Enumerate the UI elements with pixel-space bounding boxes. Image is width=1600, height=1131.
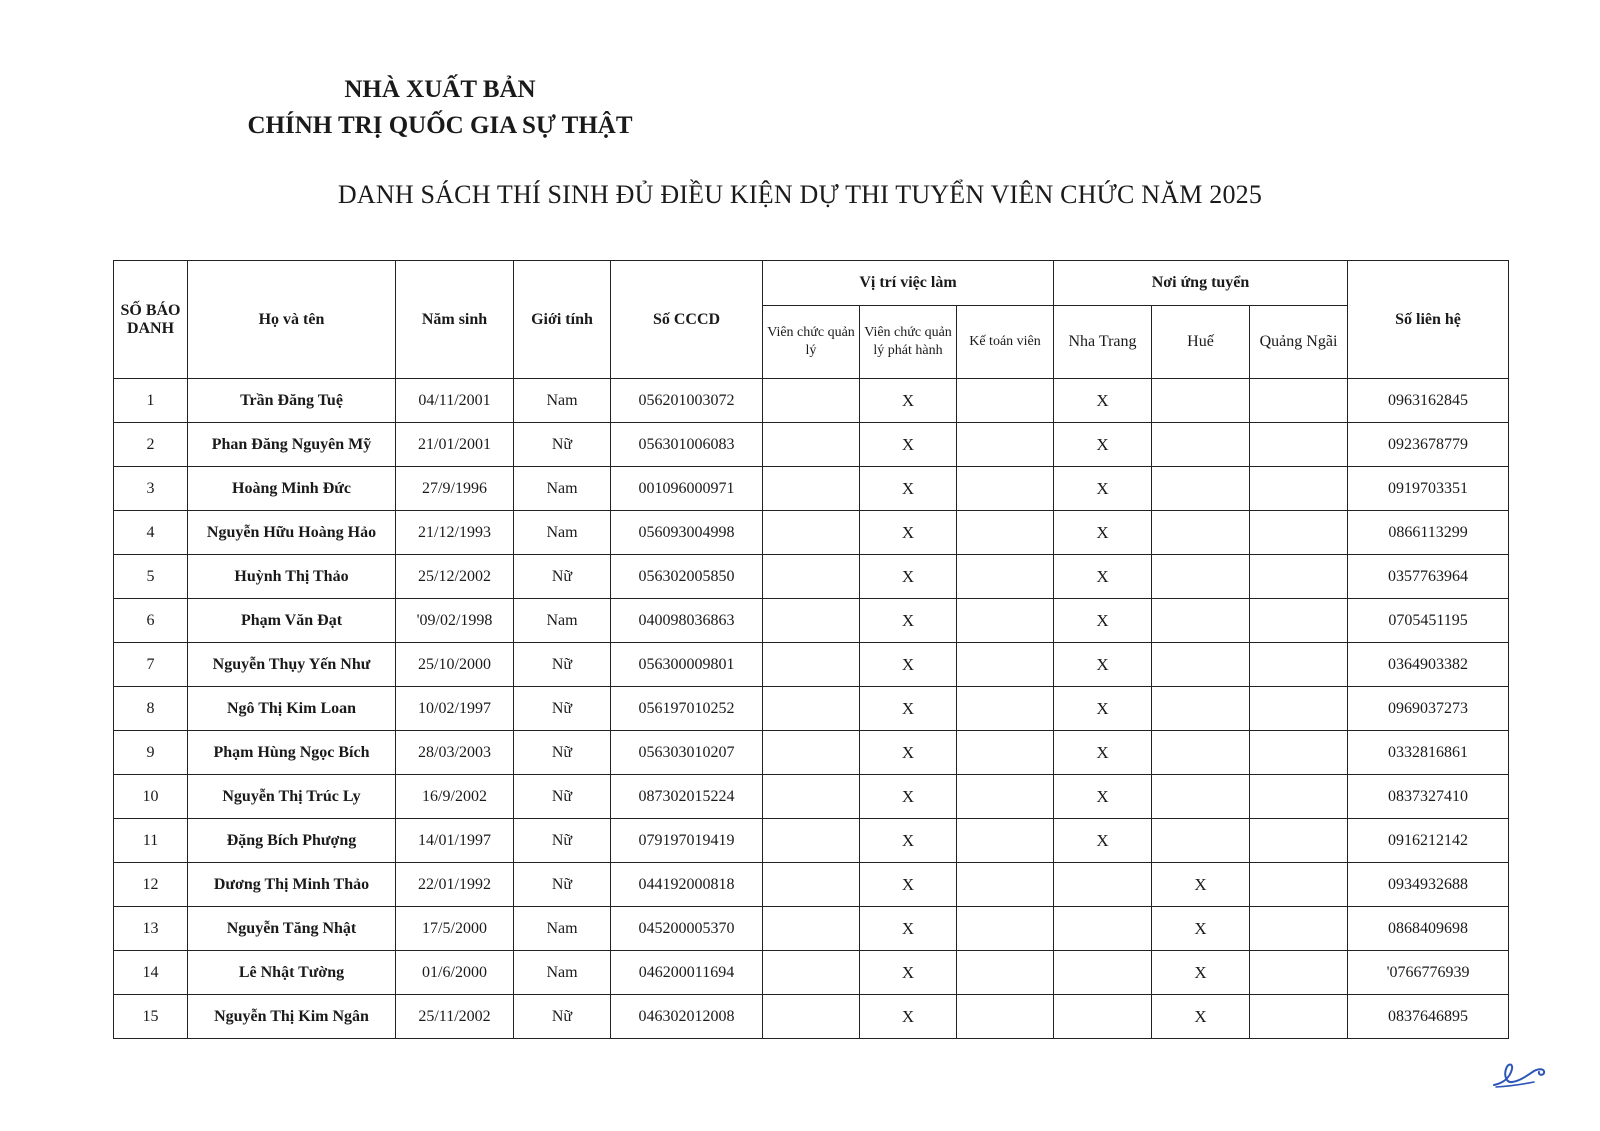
row-name-cell: Nguyễn Thị Kim Ngân (188, 995, 396, 1039)
row-phone-cell: 0357763964 (1348, 555, 1509, 599)
row-loc-hue-mark (1152, 467, 1250, 511)
table-row (114, 379, 1509, 423)
row-pos-manager-mark (763, 907, 860, 951)
row-pos-distribution-manager-mark: X (860, 775, 957, 819)
row-gender-cell: Nữ (514, 423, 611, 467)
row-gender-cell: Nam (514, 511, 611, 555)
row-loc-nha-trang-mark (1054, 907, 1152, 951)
row-sbd-cell: 2 (114, 423, 188, 467)
row-sbd-cell: 5 (114, 555, 188, 599)
row-pos-accountant-mark (957, 511, 1054, 555)
row-phone-cell: 0837327410 (1348, 775, 1509, 819)
row-sbd-cell: 15 (114, 995, 188, 1039)
row-gender-cell: Nữ (514, 555, 611, 599)
row-phone-cell: 0969037273 (1348, 687, 1509, 731)
row-name-cell: Trần Đăng Tuệ (188, 379, 396, 423)
row-pos-distribution-manager-mark: X (860, 379, 957, 423)
row-pos-manager-mark (763, 863, 860, 907)
row-pos-distribution-manager-mark: X (860, 819, 957, 863)
row-pos-manager-mark (763, 511, 860, 555)
row-pos-accountant-mark (957, 599, 1054, 643)
row-pos-manager-mark (763, 467, 860, 511)
row-dob-cell: 01/6/2000 (396, 951, 514, 995)
row-phone-cell: 0919703351 (1348, 467, 1509, 511)
candidate-table (113, 260, 1509, 1039)
row-loc-hue-mark: X (1152, 951, 1250, 995)
row-name-cell: Nguyễn Thị Trúc Ly (188, 775, 396, 819)
col-header-pos-accountant: Kế toán viên (957, 306, 1054, 379)
col-header-dob: Năm sinh (396, 261, 514, 379)
table-row (114, 951, 1509, 995)
row-name-cell: Nguyễn Hữu Hoàng Hảo (188, 511, 396, 555)
row-pos-accountant-mark (957, 731, 1054, 775)
col-group-location: Nơi ứng tuyển (1054, 261, 1348, 306)
row-loc-hue-mark (1152, 555, 1250, 599)
row-loc-quang-ngai-mark (1250, 379, 1348, 423)
row-pos-manager-mark (763, 423, 860, 467)
signature-initial (1490, 1055, 1550, 1091)
table-body (114, 379, 1509, 1039)
row-phone-cell: 0868409698 (1348, 907, 1509, 951)
row-dob-cell: 17/5/2000 (396, 907, 514, 951)
row-name-cell: Đặng Bích Phượng (188, 819, 396, 863)
row-loc-quang-ngai-mark (1250, 687, 1348, 731)
row-loc-hue-mark (1152, 819, 1250, 863)
row-loc-hue-mark (1152, 731, 1250, 775)
row-loc-nha-trang-mark: X (1054, 731, 1152, 775)
row-phone-cell: 0923678779 (1348, 423, 1509, 467)
row-pos-accountant-mark (957, 555, 1054, 599)
row-cccd-cell: 056302005850 (611, 555, 763, 599)
table-row (114, 775, 1509, 819)
row-loc-hue-mark (1152, 687, 1250, 731)
row-gender-cell: Nữ (514, 819, 611, 863)
row-pos-accountant-mark (957, 467, 1054, 511)
row-loc-quang-ngai-mark (1250, 599, 1348, 643)
row-sbd-cell: 3 (114, 467, 188, 511)
row-pos-manager-mark (763, 643, 860, 687)
row-loc-hue-mark (1152, 599, 1250, 643)
row-loc-hue-mark: X (1152, 863, 1250, 907)
row-loc-quang-ngai-mark (1250, 907, 1348, 951)
row-name-cell: Nguyễn Thụy Yến Như (188, 643, 396, 687)
row-loc-nha-trang-mark: X (1054, 819, 1152, 863)
row-gender-cell: Nam (514, 951, 611, 995)
row-phone-cell: 0916212142 (1348, 819, 1509, 863)
row-cccd-cell: 046302012008 (611, 995, 763, 1039)
row-pos-manager-mark (763, 951, 860, 995)
table-header (114, 261, 1509, 379)
row-name-cell: Phan Đăng Nguyên Mỹ (188, 423, 396, 467)
row-pos-manager-mark (763, 775, 860, 819)
row-dob-cell: 16/9/2002 (396, 775, 514, 819)
row-cccd-cell: 056093004998 (611, 511, 763, 555)
row-gender-cell: Nữ (514, 775, 611, 819)
row-dob-cell: 21/01/2001 (396, 423, 514, 467)
row-cccd-cell: 001096000971 (611, 467, 763, 511)
row-pos-manager-mark (763, 599, 860, 643)
row-pos-distribution-manager-mark: X (860, 643, 957, 687)
table-row (114, 467, 1509, 511)
row-gender-cell: Nữ (514, 687, 611, 731)
row-pos-distribution-manager-mark: X (860, 467, 957, 511)
row-name-cell: Ngô Thị Kim Loan (188, 687, 396, 731)
row-cccd-cell: 056303010207 (611, 731, 763, 775)
row-loc-quang-ngai-mark (1250, 731, 1348, 775)
row-loc-quang-ngai-mark (1250, 643, 1348, 687)
publisher-name-line1: NHÀ XUẤT BẢN (344, 76, 536, 103)
document-title: DANH SÁCH THÍ SINH ĐỦ ĐIỀU KIỆN DỰ THI TUYỂN VIÊN CHỨC NĂM 2025 (337, 180, 1263, 209)
row-loc-nha-trang-mark: X (1054, 687, 1152, 731)
row-loc-quang-ngai-mark (1250, 863, 1348, 907)
col-header-cccd: Số CCCD (611, 261, 763, 379)
row-sbd-cell: 1 (114, 379, 188, 423)
row-pos-manager-mark (763, 687, 860, 731)
row-name-cell: Dương Thị Minh Thảo (188, 863, 396, 907)
row-loc-quang-ngai-mark (1250, 467, 1348, 511)
col-group-position: Vị trí việc làm (763, 261, 1054, 306)
row-loc-nha-trang-mark: X (1054, 643, 1152, 687)
row-pos-accountant-mark (957, 379, 1054, 423)
row-pos-accountant-mark (957, 775, 1054, 819)
row-name-cell: Phạm Hùng Ngọc Bích (188, 731, 396, 775)
row-pos-accountant-mark (957, 863, 1054, 907)
row-gender-cell: Nữ (514, 731, 611, 775)
col-header-pos-distribution-manager: Viên chức quản lý phát hành (860, 306, 957, 379)
row-name-cell: Lê Nhật Tường (188, 951, 396, 995)
row-pos-distribution-manager-mark: X (860, 863, 957, 907)
row-cccd-cell: 045200005370 (611, 907, 763, 951)
row-sbd-cell: 6 (114, 599, 188, 643)
row-phone-cell: '0766776939 (1348, 951, 1509, 995)
table-row (114, 423, 1509, 467)
row-loc-nha-trang-mark (1054, 951, 1152, 995)
row-loc-hue-mark (1152, 379, 1250, 423)
row-dob-cell: '09/02/1998 (396, 599, 514, 643)
table-row (114, 555, 1509, 599)
row-name-cell: Huỳnh Thị Thảo (188, 555, 396, 599)
row-loc-quang-ngai-mark (1250, 775, 1348, 819)
col-header-loc-hue: Huế (1152, 306, 1250, 379)
table-row (114, 863, 1509, 907)
row-loc-quang-ngai-mark (1250, 951, 1348, 995)
col-header-pos-manager: Viên chức quản lý (763, 306, 860, 379)
table-row (114, 511, 1509, 555)
row-pos-manager-mark (763, 379, 860, 423)
row-pos-manager-mark (763, 819, 860, 863)
row-pos-distribution-manager-mark: X (860, 511, 957, 555)
row-dob-cell: 25/10/2000 (396, 643, 514, 687)
row-pos-accountant-mark (957, 951, 1054, 995)
row-name-cell: Hoàng Minh Đức (188, 467, 396, 511)
row-loc-quang-ngai-mark (1250, 511, 1348, 555)
table-row (114, 643, 1509, 687)
row-loc-nha-trang-mark: X (1054, 379, 1152, 423)
row-gender-cell: Nữ (514, 643, 611, 687)
row-cccd-cell: 056300009801 (611, 643, 763, 687)
row-loc-hue-mark (1152, 775, 1250, 819)
row-dob-cell: 04/11/2001 (396, 379, 514, 423)
row-dob-cell: 21/12/1993 (396, 511, 514, 555)
row-loc-hue-mark: X (1152, 907, 1250, 951)
row-cccd-cell: 056197010252 (611, 687, 763, 731)
row-sbd-cell: 9 (114, 731, 188, 775)
row-pos-distribution-manager-mark: X (860, 951, 957, 995)
row-loc-hue-mark (1152, 643, 1250, 687)
row-cccd-cell: 044192000818 (611, 863, 763, 907)
col-header-gender: Giới tính (514, 261, 611, 379)
table-row (114, 907, 1509, 951)
row-pos-distribution-manager-mark: X (860, 687, 957, 731)
row-dob-cell: 22/01/1992 (396, 863, 514, 907)
row-loc-nha-trang-mark: X (1054, 511, 1152, 555)
row-sbd-cell: 11 (114, 819, 188, 863)
col-header-loc-nha-trang: Nha Trang (1054, 306, 1152, 379)
row-dob-cell: 25/12/2002 (396, 555, 514, 599)
row-pos-manager-mark (763, 731, 860, 775)
row-pos-distribution-manager-mark: X (860, 995, 957, 1039)
row-phone-cell: 0866113299 (1348, 511, 1509, 555)
row-dob-cell: 25/11/2002 (396, 995, 514, 1039)
row-sbd-cell: 14 (114, 951, 188, 995)
row-pos-accountant-mark (957, 819, 1054, 863)
col-header-name: Họ và tên (188, 261, 396, 379)
row-loc-nha-trang-mark (1054, 863, 1152, 907)
row-pos-manager-mark (763, 995, 860, 1039)
row-pos-distribution-manager-mark: X (860, 731, 957, 775)
table-row (114, 687, 1509, 731)
row-gender-cell: Nam (514, 599, 611, 643)
row-cccd-cell: 046200011694 (611, 951, 763, 995)
row-gender-cell: Nữ (514, 863, 611, 907)
row-name-cell: Phạm Văn Đạt (188, 599, 396, 643)
row-cccd-cell: 056301006083 (611, 423, 763, 467)
table-row (114, 731, 1509, 775)
row-sbd-cell: 4 (114, 511, 188, 555)
row-loc-nha-trang-mark (1054, 995, 1152, 1039)
row-pos-accountant-mark (957, 643, 1054, 687)
row-pos-distribution-manager-mark: X (860, 555, 957, 599)
table-row (114, 819, 1509, 863)
row-dob-cell: 28/03/2003 (396, 731, 514, 775)
publisher-name-line2: CHÍNH TRỊ QUỐC GIA SỰ THẬT (247, 112, 633, 139)
row-gender-cell: Nam (514, 907, 611, 951)
table-row (114, 995, 1509, 1039)
row-loc-nha-trang-mark: X (1054, 467, 1152, 511)
row-sbd-cell: 12 (114, 863, 188, 907)
row-pos-accountant-mark (957, 423, 1054, 467)
col-header-sbd: SỐ BÁO DANH (114, 261, 188, 379)
row-dob-cell: 14/01/1997 (396, 819, 514, 863)
row-sbd-cell: 8 (114, 687, 188, 731)
row-name-cell: Nguyễn Tăng Nhật (188, 907, 396, 951)
row-loc-quang-ngai-mark (1250, 423, 1348, 467)
row-cccd-cell: 040098036863 (611, 599, 763, 643)
row-pos-manager-mark (763, 555, 860, 599)
row-pos-accountant-mark (957, 687, 1054, 731)
row-phone-cell: 0364903382 (1348, 643, 1509, 687)
row-cccd-cell: 056201003072 (611, 379, 763, 423)
row-pos-distribution-manager-mark: X (860, 423, 957, 467)
row-loc-hue-mark: X (1152, 995, 1250, 1039)
row-loc-quang-ngai-mark (1250, 995, 1348, 1039)
row-sbd-cell: 10 (114, 775, 188, 819)
row-phone-cell: 0332816861 (1348, 731, 1509, 775)
row-phone-cell: 0705451195 (1348, 599, 1509, 643)
row-dob-cell: 27/9/1996 (396, 467, 514, 511)
row-loc-hue-mark (1152, 511, 1250, 555)
row-cccd-cell: 087302015224 (611, 775, 763, 819)
row-gender-cell: Nam (514, 467, 611, 511)
row-phone-cell: 0934932688 (1348, 863, 1509, 907)
row-phone-cell: 0963162845 (1348, 379, 1509, 423)
row-pos-accountant-mark (957, 907, 1054, 951)
row-phone-cell: 0837646895 (1348, 995, 1509, 1039)
row-dob-cell: 10/02/1997 (396, 687, 514, 731)
row-loc-nha-trang-mark: X (1054, 423, 1152, 467)
row-pos-accountant-mark (957, 995, 1054, 1039)
col-header-phone: Số liên hệ (1348, 261, 1509, 379)
row-loc-nha-trang-mark: X (1054, 775, 1152, 819)
row-cccd-cell: 079197019419 (611, 819, 763, 863)
row-loc-quang-ngai-mark (1250, 555, 1348, 599)
row-sbd-cell: 13 (114, 907, 188, 951)
col-header-loc-quang-ngai: Quảng Ngãi (1250, 306, 1348, 379)
row-loc-quang-ngai-mark (1250, 819, 1348, 863)
row-gender-cell: Nữ (514, 995, 611, 1039)
row-pos-distribution-manager-mark: X (860, 907, 957, 951)
row-pos-distribution-manager-mark: X (860, 599, 957, 643)
row-loc-nha-trang-mark: X (1054, 599, 1152, 643)
table-row (114, 599, 1509, 643)
row-loc-nha-trang-mark: X (1054, 555, 1152, 599)
row-sbd-cell: 7 (114, 643, 188, 687)
row-gender-cell: Nam (514, 379, 611, 423)
row-loc-hue-mark (1152, 423, 1250, 467)
